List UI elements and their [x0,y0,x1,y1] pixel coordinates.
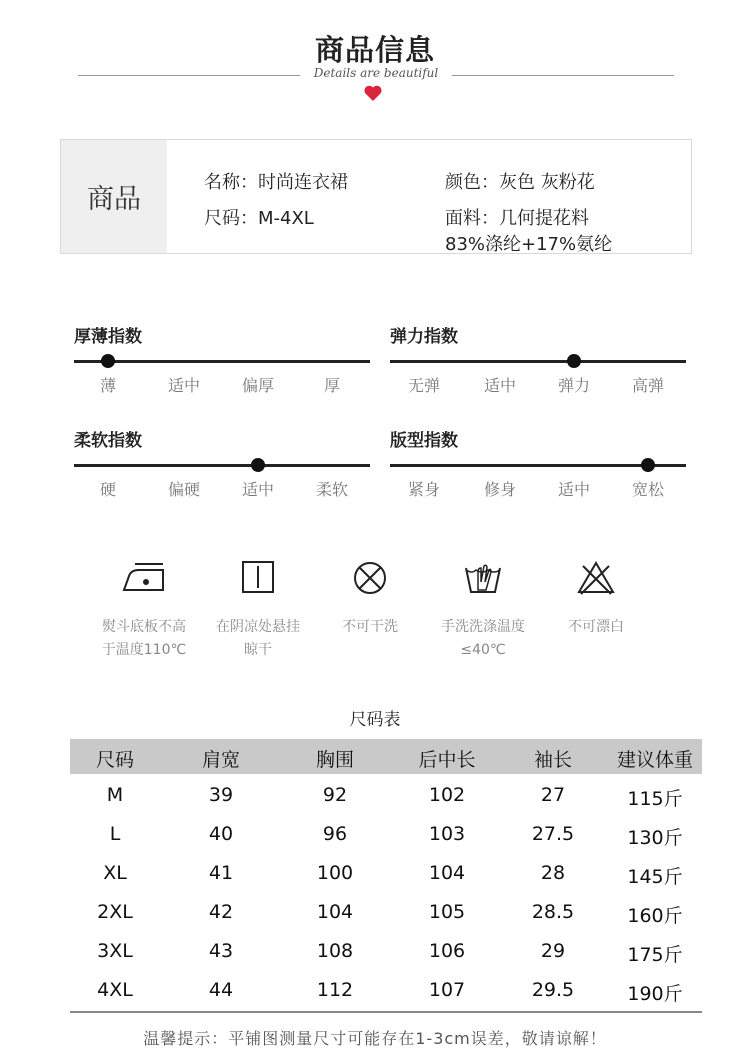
table-cell: 102 [428,784,466,806]
scale-title: 版型指数 [390,431,458,451]
table-cell: 106 [428,940,466,962]
table-cell: 29 [540,940,566,962]
product-composition: 83%涤纶+17%氨纶 [445,234,613,255]
table-cell: 115斤 [627,788,683,810]
scale-label: 厚 [323,376,340,395]
table-cell: 130斤 [627,827,683,849]
table-bottom-rule [70,1011,702,1013]
table-cell: XL [103,862,127,884]
scale-marker [641,458,655,472]
table-cell: 92 [322,784,348,806]
size-table-header [70,739,702,774]
table-cell: L [109,823,121,845]
scale-fit [390,426,688,506]
care-text-line: 晾干 [244,642,272,658]
care-text-line: 手洗洗涤温度 [441,619,525,635]
scale-label: 适中 [483,376,516,395]
size-header-cell: 后中长 [418,749,476,771]
table-row [70,817,702,856]
size-header-cell: 袖长 [533,749,572,771]
care-text-line: ≤40℃ [460,642,506,658]
product-category-label: 商品 [61,140,167,253]
table-cell: 40 [208,823,234,845]
table-row [70,856,702,895]
table-cell: 41 [208,862,234,884]
table-row [70,973,702,1012]
care-text-line: 不可干洗 [342,619,398,635]
care-item-no-dry-clean [315,558,425,639]
scale-label: 弹力 [557,376,590,395]
table-cell: 100 [316,862,354,884]
table-cell: 28.5 [531,901,575,923]
heart-icon [363,84,383,102]
table-cell: M [106,784,124,806]
care-text-line: 于温度110℃ [101,642,187,658]
care-text-line: 熨斗底板不高 [102,619,186,635]
scale-label: 适中 [241,480,274,499]
table-cell: 104 [428,862,466,884]
table-cell: 43 [208,940,234,962]
scale-label: 无弹 [407,376,440,395]
scale-track [74,464,370,467]
section-header [0,0,750,110]
table-cell: 190斤 [627,983,683,1005]
product-color: 颜色：灰色 灰粉花 [445,172,595,193]
scale-label: 薄 [99,376,116,395]
table-cell: 104 [316,901,354,923]
scale-elasticity [390,322,688,402]
table-cell: 29.5 [531,979,575,1001]
table-cell: 103 [428,823,466,845]
care-item-shade-dry [203,558,313,662]
table-cell: 160斤 [627,905,683,927]
size-header-cell: 肩宽 [201,749,240,771]
scale-thickness [74,322,372,402]
table-cell: 105 [428,901,466,923]
care-text-line: 在阴凉处悬挂 [216,619,300,635]
table-cell: 112 [316,979,354,1001]
table-row [70,778,702,817]
scale-track [390,360,686,363]
table-row [70,934,702,973]
table-cell: 107 [428,979,466,1001]
table-cell: 27 [540,784,566,806]
scale-marker [101,354,115,368]
size-table-title: 尺码表 [349,710,401,730]
shade-dry-icon [233,558,283,598]
scale-label: 适中 [167,376,200,395]
no-dry-clean-icon [345,558,395,598]
scale-marker [567,354,581,368]
table-cell: 42 [208,901,234,923]
table-row [70,895,702,934]
scale-label: 宽松 [631,480,664,499]
size-header-cell: 建议体重 [616,749,693,771]
scale-title: 弹力指数 [390,327,458,347]
product-name: 名称：时尚连衣裙 [204,172,348,193]
care-item-no-bleach [541,558,651,639]
table-cell: 145斤 [627,866,683,888]
table-cell: 28 [540,862,566,884]
scale-title: 柔软指数 [74,431,142,451]
product-size-range: 尺码：M-4XL [204,208,314,229]
page-title: 商品信息 [314,33,435,67]
table-cell: 44 [208,979,234,1001]
page-subtitle: Details are beautiful [313,66,439,80]
table-cell: 4XL [97,979,133,1001]
table-cell: 96 [322,823,348,845]
no-bleach-icon [571,558,621,598]
table-cell: 108 [316,940,354,962]
care-text-line: 不可漂白 [568,619,624,635]
scale-track [74,360,370,363]
hand-wash-icon [458,558,508,598]
table-cell: 39 [208,784,234,806]
table-cell: 175斤 [627,944,683,966]
table-cell: 2XL [97,901,133,923]
scale-label: 高弹 [631,376,664,395]
care-item-iron [89,558,199,662]
size-header-cell: 胸围 [315,749,354,771]
product-info-box [60,139,692,254]
scale-label: 硬 [99,480,116,499]
scale-title: 厚薄指数 [74,327,142,347]
scale-marker [251,458,265,472]
scale-softness [74,426,372,506]
product-fabric: 面料：几何提花料 [445,208,589,229]
divider-left [78,75,300,76]
scale-label: 偏硬 [167,480,200,499]
table-cell: 27.5 [531,823,575,845]
scale-label: 修身 [483,480,516,499]
table-cell: 3XL [97,940,133,962]
scale-label: 适中 [557,480,590,499]
care-item-hand-wash [428,558,538,662]
divider-right [452,75,674,76]
scale-label: 紧身 [407,480,440,499]
measurement-note: 温馨提示：平铺图测量尺寸可能存在1-3cm误差，敬请谅解！ [143,1029,607,1048]
size-header-cell: 尺码 [95,749,134,771]
scale-label: 柔软 [315,480,348,499]
scale-label: 偏厚 [241,376,274,395]
iron-icon [119,558,169,598]
